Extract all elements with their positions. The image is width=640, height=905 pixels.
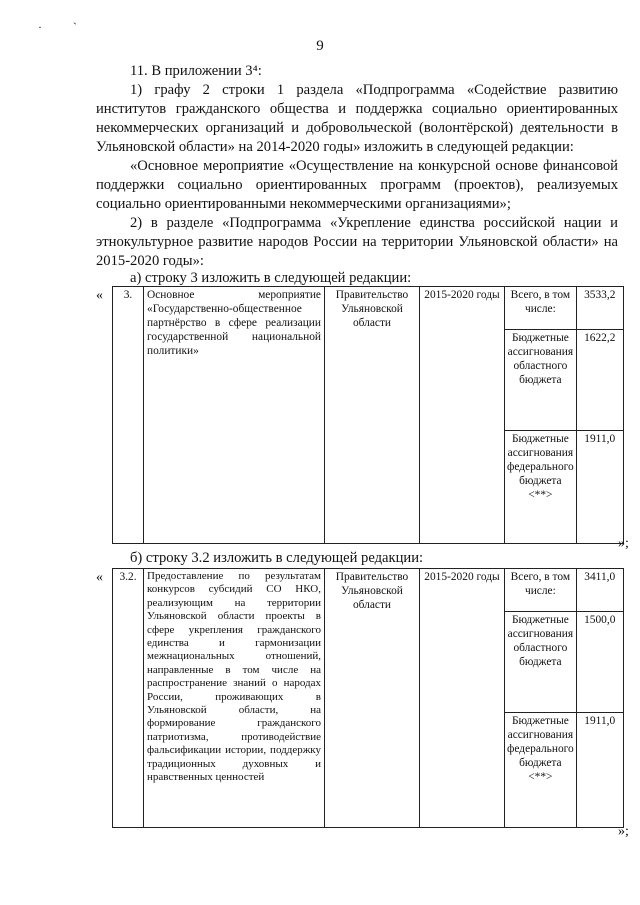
funding-source: Бюджетные ассигнования областного бюджета — [505, 612, 577, 713]
funding-amount: 3533,2 — [576, 287, 623, 330]
funding-source: Всего, в том числе: — [505, 287, 577, 330]
activity-name: Предоставление по результатам конкурсов субсидий СО НКО, реализующим на территории Ульяновской области проекты в сфере укрепления гражданского единства и гармонизации межнациональных отношений, направленные в том числе на распространение знаний о народах России, проживающих в Ульяновской области, на формирование гражданского патриотизма, противодействие фальсификации истории, поддержку традиционных духовных и нравственных ценностей — [144, 569, 325, 828]
paragraph-1-quote: «Основное мероприятие «Осуществление на конкурсной основе финансовой поддержки социально ориентированных программ (проектов), реализуемых социально ориентированными некоммерческими организациями»; — [96, 158, 618, 212]
row-number: 3. — [113, 287, 144, 544]
funding-amount: 1622,2 — [576, 330, 623, 431]
funding-amount: 1911,0 — [576, 713, 623, 828]
funding-amount: 1500,0 — [576, 612, 623, 713]
table-row-3-2 — [112, 568, 624, 828]
page-number: 9 — [316, 38, 324, 54]
funding-source: Бюджетные ассигнования федерального бюджета <**> — [505, 431, 577, 544]
executor: Правительство Ульяновской области — [325, 287, 420, 544]
paragraph-1: 1) графу 2 строки 1 раздела «Подпрограмма «Содействие развитию институтов гражданского общества и поддержка социально ориентированных некоммерческих организаций и добровольческой (волонтёрской) деятельности в Ульяновской области» на 2014-2020 годы» изложить в следующей редакции: — [96, 82, 618, 155]
funding-source: Бюджетные ассигнования областного бюджета — [505, 330, 577, 431]
open-quote-b: « — [96, 570, 103, 585]
subpoint-b: б) строку 3.2 изложить в следующей редакции: — [130, 550, 424, 566]
funding-amount: 1911,0 — [576, 431, 623, 544]
scan-marks: · ˋ — [38, 20, 91, 34]
subpoint-a: а) строку 3 изложить в следующей редакции: — [130, 270, 412, 286]
close-quote-a: »; — [618, 536, 629, 551]
table-row-3 — [112, 286, 624, 544]
close-quote-b: »; — [618, 824, 629, 839]
period: 2015-2020 годы — [420, 569, 505, 828]
paragraph-intro: 11. В приложении 3⁴: — [130, 63, 262, 79]
row-number: 3.2. — [113, 569, 144, 828]
funding-source: Бюджетные ассигнования федерального бюджета <**> — [505, 713, 577, 828]
funding-source: Всего, в том числе: — [505, 569, 577, 612]
period: 2015-2020 годы — [420, 287, 505, 544]
activity-name: Основное мероприятие «Государственно-общественное партнёрство в сфере реализации государственной национальной политики» — [144, 287, 325, 544]
executor: Правительство Ульяновской области — [325, 569, 420, 828]
open-quote-a: « — [96, 288, 103, 303]
funding-amount: 3411,0 — [576, 569, 623, 612]
paragraph-2: 2) в разделе «Подпрограмма «Укрепление единства российской нации и этнокультурное развитие народов России на территории Ульяновской области» на 2015-2020 годы»: — [96, 215, 618, 269]
